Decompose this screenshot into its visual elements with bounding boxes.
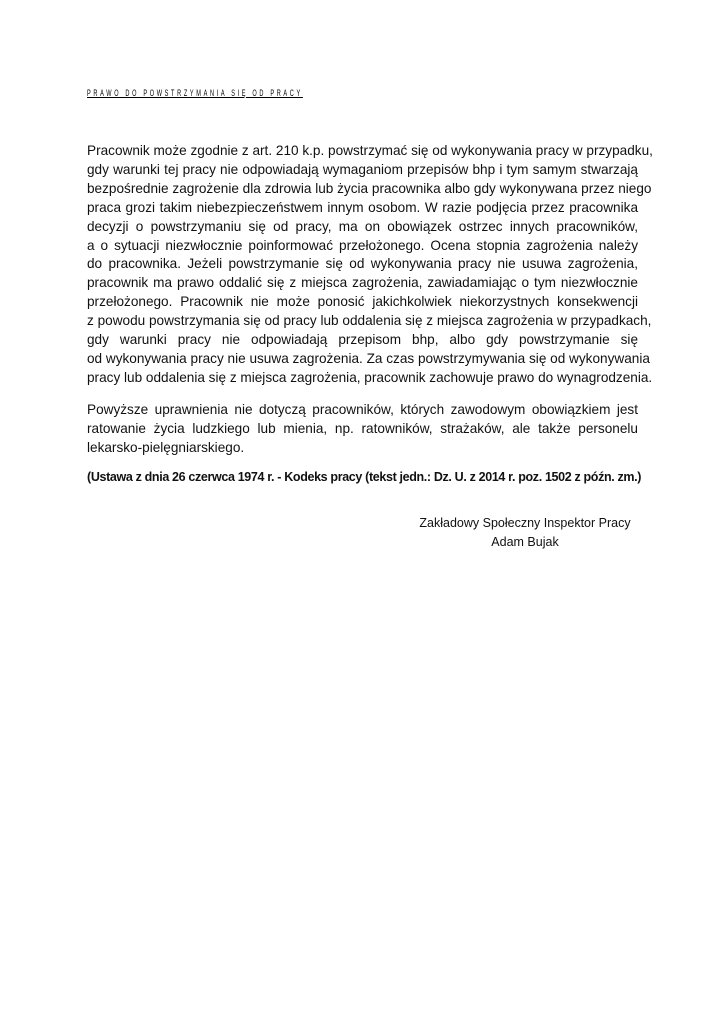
paragraph-1-line: do pracownika. Jeżeli powstrzymanie się od wykonywania pracy nie usuwa zagrożenia, xyxy=(87,256,638,272)
paragraph-1-line: przełożonego. Pracownik nie może ponosić jakichkolwiek niekorzystnych konsekwencji xyxy=(87,294,638,310)
paragraph-2-line: ratowanie życia ludzkiego lub mienia, np. ratowników, strażaków, ale także personelu xyxy=(87,420,638,436)
paragraph-1-line: decyzji o powstrzymaniu się od pracy, ma on obowiązek ostrzec innych pracowników, xyxy=(87,218,638,234)
paragraph-2 xyxy=(87,401,638,458)
paragraph-1-line: pracownik ma prawo oddalić się z miejsca zagrożenia, zawiadamiając o tym niezwłocznie xyxy=(87,275,638,291)
signature-name: Adam Bujak xyxy=(491,535,559,549)
document-heading: PRAWO DO POWSTRZYMANIA SIĘ OD PRACY xyxy=(87,88,303,98)
signature-block xyxy=(400,514,650,552)
paragraph-1-line: pracy lub oddalenia się z miejsca zagrożenia, pracownik zachowuje prawo do wynagrodzenia. xyxy=(87,369,653,385)
paragraph-1-line: praca grozi takim niebezpieczeństwem innym osobom. W razie podjęcia przez pracownika xyxy=(87,199,638,215)
paragraph-2-line: lekarsko-pielęgniarskiego. xyxy=(87,439,245,455)
paragraph-1-line: z powodu powstrzymania się od pracy lub oddalenia się z miejsca zagrożenia w przypadkach, xyxy=(87,313,652,329)
paragraph-1-line: gdy warunki pracy nie odpowiadają przepisom bhp, albo gdy powstrzymanie się xyxy=(87,332,638,348)
paragraph-1-line: a o sytuacji niezwłocznie poinformować przełożonego. Ocena stopnia zagrożenia należy xyxy=(87,237,638,253)
paragraph-1 xyxy=(87,142,653,388)
paragraph-1-line: gdy warunki tej pracy nie odpowiadają wymaganiom przepisów bhp i tym samym stwarzają xyxy=(87,161,638,177)
paragraph-2-line: Powyższe uprawnienia nie dotyczą pracowników, których zawodowym obowiązkiem jest xyxy=(87,402,638,417)
paragraph-1-line: od wykonywania pracy nie usuwa zagrożenia. Za czas powstrzymywania się od wykonywania xyxy=(87,350,650,366)
legal-citation: (Ustawa z dnia 26 czerwca 1974 r. - Kodeks pracy (tekst jedn.: Dz. U. z 2014 r. poz. 1502 z późn. zm.) xyxy=(87,470,642,484)
paragraph-1-line: bezpośrednie zagrożenie dla zdrowia lub życia pracownika albo gdy wykonywana przez niego xyxy=(87,180,652,196)
signature-role: Zakładowy Społeczny Inspektor Pracy xyxy=(419,516,631,530)
paragraph-1-line: Pracownik może zgodnie z art. 210 k.p. powstrzymać się od wykonywania pracy w przypadku, xyxy=(87,143,653,158)
